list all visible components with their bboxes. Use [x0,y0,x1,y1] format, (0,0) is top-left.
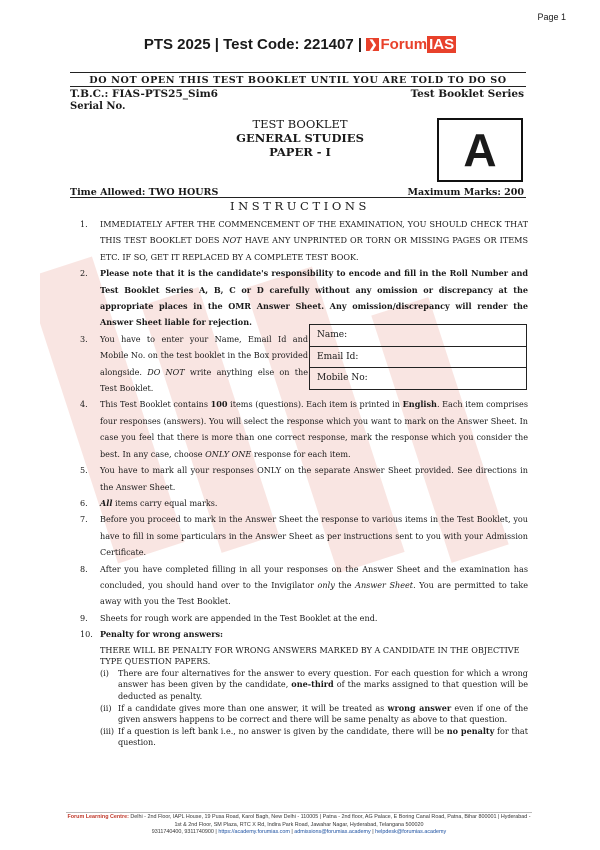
instructions-divider [70,197,526,198]
penalty-rule: (ii) If a candidate gives more than one answer, it will be treated as wrong answer even if one of the given answers happens to be correct and there will be same penalty as above to that question. [100,702,529,725]
logo-forum-text: Forum [380,36,428,53]
test-booklet-code: T.B.C.: FIAS-PTS25_Sim6 [70,88,218,100]
do-not-open-notice: DO NOT OPEN THIS TEST BOOKLET UNTIL YOU ARE TOLD TO DO SO [89,75,507,86]
logo-ias-text: IAS [429,36,455,53]
instruction-item: 9. Sheets for rough work are appended in the Test Booklet at the end. [80,612,378,623]
notice-divider [70,86,526,87]
time-allowed: Time Allowed: TWO HOURS [70,187,219,198]
page-header [0,36,600,53]
maximum-marks: Maximum Marks: 200 [407,187,524,198]
booklet-series-box: A [437,118,523,182]
logo-mark-icon: ❯ [368,39,378,51]
booklet-title-line1: TEST BOOKLET [252,117,348,131]
booklet-subject: GENERAL STUDIES [236,131,364,145]
footer-divider [66,812,532,813]
instruction-item: 6. All items carry equal marks. [80,497,218,508]
instruction-item: 5. You have to mark all your responses ONLY on the separate Answer Sheet provided. See directions in the Answer Sheet. [80,465,528,492]
footer-website-link[interactable]: https://academy.forumias.com [218,829,290,836]
mobile-field: Mobile No: [317,373,368,383]
serial-number-label: Serial No. [70,101,126,112]
instruction-item-penalty: 10. Penalty for wrong answers: [80,629,224,640]
booklet-title [180,117,420,159]
penalty-rule: (i) There are four alternatives for the answer to every question. For each question for which a wrong answer has been given by the candidate, one-third of the marks assigned to that question will be deducted as penalty. [100,667,528,701]
instruction-item: 3. You have to enter your Name, Email Id and Mobile No. on the test booklet in the Box provided alongside. DO NOT write anything else on the Test Booklet. [80,333,308,394]
footer-address: Delhi - 2nd Floor, IAPL House, 19 Pusa Road, Karol Bagh, New Delhi - 110005 | Patna - 2nd floor, AG Palace, E Boring Canal Road, Patna, Bihar 800001 | Hyderabad - 1st & 2nd Floor, SM Plaza, RTC X Rd, Indira Park Road, Jawahar Nagar, Hyderabad, Telangana 500020 [128,814,531,828]
footer-phones: 9311740400, 9311740900 | [151,829,219,836]
footer-org: Forum Learning Centre: [67,814,129,820]
instruction-item: 1. IMMEDIATELY AFTER THE COMMENCEMENT OF THE EXAMINATION, YOU SHOULD CHECK THAT THIS TEST BOOKLET DOES NOT HAVE ANY UNPRINTED OR TORN OR MISSING PAGES OR ITEMS ETC. IF SO, GET IT REPLACED BY A COMPLETE TEST BOOK. [80,219,528,262]
footer-helpdesk-email[interactable]: helpdesk@forumias.academy [375,829,447,836]
penalty-rule: (iii) If a question is left bank i.e., no answer is given by the candidate, there will be no penalty for that question. [100,725,528,748]
test-booklet-series-label: Test Booklet Series [410,88,524,100]
top-divider [70,72,526,73]
booklet-paper: PAPER - I [269,145,331,159]
penalty-intro: THERE WILL BE PENALTY FOR WRONG ANSWERS MARKED BY A CANDIDATE IN THE OBJECTIVE TYPE QUESTION PAPERS. [100,644,520,667]
instructions-heading: INSTRUCTIONS [229,199,371,213]
instructions-list [80,216,528,749]
name-field: Name: [310,325,526,347]
forumias-logo [366,36,456,53]
instruction-item: 8. After you have completed filling in all your responses on the Answer Sheet and the examination has concluded, you should hand over to the Invigilator only the Answer Sheet. You are permitted to take away with you the Test Booklet. [80,563,529,607]
instruction-item: 4. This Test Booklet contains 100 items (questions). Each item is printed in English. Each item comprises four responses (answers). You will select the response which you want to mark on the Answer Sheet. In case you feel that there is more than one correct response, mark the response which you consider the best. In any case, choose ONLY ONE response for each item. [80,399,528,459]
page-number: Page 1 [537,12,566,22]
page-footer: Forum Learning Centre: Delhi - 2nd Floor, IAPL House, 19 Pusa Road, Karol Bagh, New Delhi - 110005 | Patna - 2nd floor, AG Palace, E Boring Canal Road, Patna, Bihar 800001 | Hyderabad - 1st & 2nd Floor, SM Plaza, RTC X Rd, Indira Park Road, Jawahar Nagar, Hyderabad, Telangana 500020 9311740400, 9311740900 | https://academy.forumias.com | admissions@forumias.academy | helpdesk@forumias.academy [67,814,531,836]
header-text: PTS 2025 | Test Code: 221407 | [143,36,363,53]
email-field: Email Id: [310,347,526,369]
footer-admissions-email[interactable]: admissions@forumias.academy [294,829,371,836]
instruction-item: 7. Before you proceed to mark in the Answer Sheet the response to various items in the Test Booklet, you have to fill in some particulars in the Answer Sheet as per instructions sent to you with your Admission Certificate. [80,514,528,558]
instruction-item: 2. Please note that it is the candidate's responsibility to encode and fill in the Roll Number and Test Booklet Series A, B, C or D carefully without any omission or discrepancy at the appropriate places in the OMR Answer Sheet. Any omission/discrepancy will render the Answer Sheet liable for rejection. [80,268,528,328]
